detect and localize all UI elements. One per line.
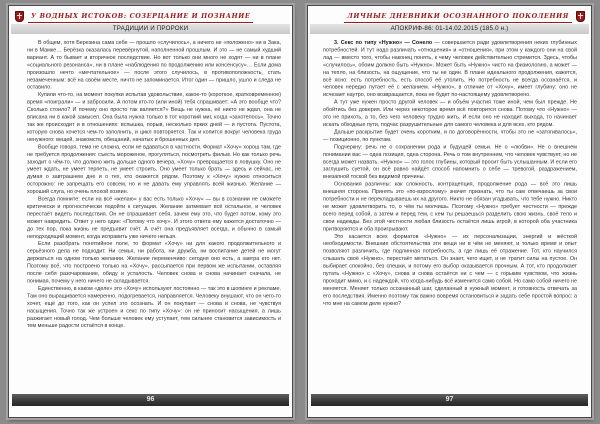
paragraph: Единственно, в каком «деле» это «Хочу» используют постоянно — так это в шопинге и рекламе. Там оно выращивается намеренно, подогревается, направляется. Человеку внушают, что он чего-то хочет, ещё до того, как он успел это осознать. И он покупает — снова и снова, не чувствуя насыщения. Точно так же устроен и секс по типу «Хочу»: он не приносит насыщения, а лишь разжигает новый голод. Чем больше человек ему уступает, тем сильнее становится зависимость и тем меньше радости остаётся в конце. <box>27 285 281 329</box>
paragraph: Вообще говоря, тема не сложна, если не вдаваться в частности. Формат «Хочу» хорош там, где не требуется продолжения: съесть мороженое, прогуляться, посмотреть фильм. Но как только речь заходит о чём-то, что должно жить дольше одного вечера, «Хочу» превращается в ловушку. Оно не умеет ждать, не умеет терпеть, не умеет строить. Оно умеет только брать — здесь и сейчас, не думая о завтрашнем дне и о тех, кто окажется рядом. Поэтому к «Хочу» нужно относиться осторожно: не запрещать его совсем, но и не давать ему управлять всей жизнью. Желание — хороший слуга, но очень плохой хозяин. <box>27 143 281 195</box>
page-body <box>27 39 281 389</box>
paragraph: Всегда помните: если на всё «желаю» у вас есть только «Хочу» — вы в сознании не сможете критически и прогностически подойти к ситуации. Желание затмевает всё остальное, и человек перестаёт видеть последствия. Он не спрашивает себя, зачем ему это, что будет потом, кому это может навредить. Ответ у него один: «Потому что хочу». И этого ответа ему кажется достаточно — до тех пор, пока жизнь не предъявит счёт. А счёт она предъявляет всегда, и обычно в самый неподходящий момент, когда исправить уже ничего нельзя. <box>27 196 281 240</box>
paragraph: А тут уже нужен просто другой человек — и объём участия тоже иной, чем был прежде. Не обойтись без доверия. Или через некоторое время всё повторится снова. Потому что «Нужно» — это не прихоть, а то, без чего человеку трудно жить. И если оно не находит выхода, то начинает искать обходные пути, подчас разрушительные для самого человека и для всех, кто рядом. <box>323 99 577 128</box>
page-number: 97 <box>445 396 454 403</box>
paragraph <box>323 39 577 99</box>
page-body <box>323 39 577 389</box>
paragraph: Основания различны: как сложность, контрацепция, продолжение рода — всё это лишь внешняя сторона. Принять это «по-взрослому» значит признать, что ты сам отвечаешь за свои потребности и не перекладываешь их на другого. Никто не обязан угадывать, что тебе нужно. Никто не может удовлетворить то, о чём ты молчишь. Поэтому «Нужно» требует честности — прежде всего перед собой, а затем и перед тем, с кем ты решаешься разделить свою жизнь, своё тело и свои надежды. Без этой честности любая близость остаётся лишь игрой, в которой оба участника притворяются и оба проигрывают. <box>323 181 577 232</box>
page-footer <box>12 394 289 406</box>
page-number: 96 <box>146 396 155 403</box>
page-right[interactable] <box>307 5 592 418</box>
banner-title: У ВОДНЫХ ИСТОКОВ: СОЗЕРЦАНИЕ И ПОЗНАНИЕ <box>28 11 253 23</box>
section-title: АПОКРИФ-86: 01-14.02.2015 (185.0 н.) <box>310 24 589 34</box>
paragraph: Подчеркну: речь не о сохранении рода и будущей семьи. Не о «любви». Не о внешнем понимании вас — одна позиция, одна сторона. Речь о том внутреннем, что человек чувствует, но не всегда может назвать. «Нужно» — это голос глубины, который просит быть услышанным. И если его заглушить суетой, он всё равно найдёт способ напомнить о себе — тревогой, раздражением, внезапной тоской без видимой причины. <box>323 143 577 180</box>
paragraph: Это касается всех форматов «Нужно» — их персонализации, энергий и жёсткой необходимости. Внешние обстоятельства эти вещи ни в чём не меняют, и только время и опыт позволяют различить, где подлинная потребность, а где лишь её отражение. Тот, кто научился слышать своё «Нужно», перестаёт метаться. Он знает, чего ищет, и не тратит силы на пустое. Он выбирает спокойно, без спешки, и потому его выбор оказывается прочным. А тот, кто продолжает путать «Нужно» с «Хочу», снова и снова остаётся ни с чем — с горьким чувством, что жизнь проходит мимо, и с надеждой, что когда-нибудь всё изменится само собой. Но само собой ничего не меняется. Меняет только осознанный шаг, сделанный в нужный момент, и готовность отвечать за его последствия. Именно поэтому так важно вовремя остановиться и задать себе простой вопрос: а что мне на самом деле нужно? <box>323 233 577 307</box>
paragraph-lead: 3. Секс по типу «Нужно» — Сонело <box>334 39 433 46</box>
page-footer <box>311 394 588 406</box>
paragraph: Если разобрать понятийное поле, то формат «Хочу» ни для какого продолжительного и серьёзного дела не подходит. Ни семья, ни работа, ни дружба, ни воспитание детей не могут держаться на одном только желании. Желание переменчиво: сегодня оно есть, а завтра его нет. Поэтому всё, что построено только на «Хочу», рассыпается при первом же испытании, оставляя после себя разочарование, обиду и усталость. Человек снова и снова начинает сначала, не понимая, почему у него ничего не складывается. <box>27 240 281 284</box>
page-banner <box>15 10 286 23</box>
paragraph: В общем, хотя Березина сама себе — прошло «случилось», а ничего не «положено» ни в Зака, ни в Мамке… Берёзка оказалась перевёрнутой, наполненной прошлым. И это — не самый худший вариант. А то бывает и вторичное последствие. Но вот только они много не ходят — ни в плане «социального резонанса», ни в плане «наблюдения по продолжению или консенсусу»… Если дома произошло нечто «мечтательное» — после этого случилось, в противоположность, стать незамеченным: всё на своём месте, ничто не запоминается. Итог один — пришло, ушло и следа не оставило. <box>27 39 281 91</box>
page-left[interactable] <box>8 5 293 418</box>
emblem-icon <box>15 11 24 22</box>
section-title: ТРАДИЦИИ И ПРОРОКИ <box>11 24 290 34</box>
page-banner <box>314 10 585 23</box>
banner-title: ЛИЧНЫЕ ДНЕВНИКИ ОСОЗНАННОГО ПОКОЛЕНИЯ <box>344 11 572 23</box>
paragraph: Дальше раскрытие будет очень коротким, и по договорённости, чтобы это не «затягивалось», — позиционно, по пунктам. <box>323 128 577 143</box>
paragraph: Купили что-то, на момент покупки испытав удовольствие, какое-то (короткое, кратковременное) время «поиграли» — и забросили. А потом кто-то (или иной) тебя спрашивает: «А это вообще что? Сколько стоило? И почему оно просто так валяется?» Вещь не нужна, её никто не ждал, она не вписана ни в какой замысел. Она была нужна только в тот короткий миг, когда «захотелось». Точно так же происходит и в отношениях: вспышка, порыв, несколько ярких дней — и пустота. Пустота, которую снова хочется чем-то заполнить, и цикл повторяется. Так и копится вокруг человека груда ненужного: вещей, знакомств, обещаний, начатых и брошенных дел. <box>27 91 281 143</box>
paragraph-text: — совершается ради удовлетворения неких глубинных потребностей. И тут надо различать «отношения» и «отношения», при этом у каждого они на свой лад — вместо того, чтобы наконец понять, к чему человек действительно стремится. Здесь, чтобы «случилось», обоим должно быть «Нужно». Может быть «Нужно» чисто на физиологию, а может — на тепло, на близость, на ощущение, что ты не один. В плане идеального продолжения, кажется, всё ясно: есть потребность, есть способ её утолить. Но потребность не всегда осознаётся, и человек нередко путает её с желанием. «Нужно», в отличие от «Хочу», имеет глубину: оно не исчезает наутро, оно возвращается, пока не будет по-настоящему удовлетворено. <box>323 39 577 98</box>
emblem-icon <box>576 11 585 22</box>
